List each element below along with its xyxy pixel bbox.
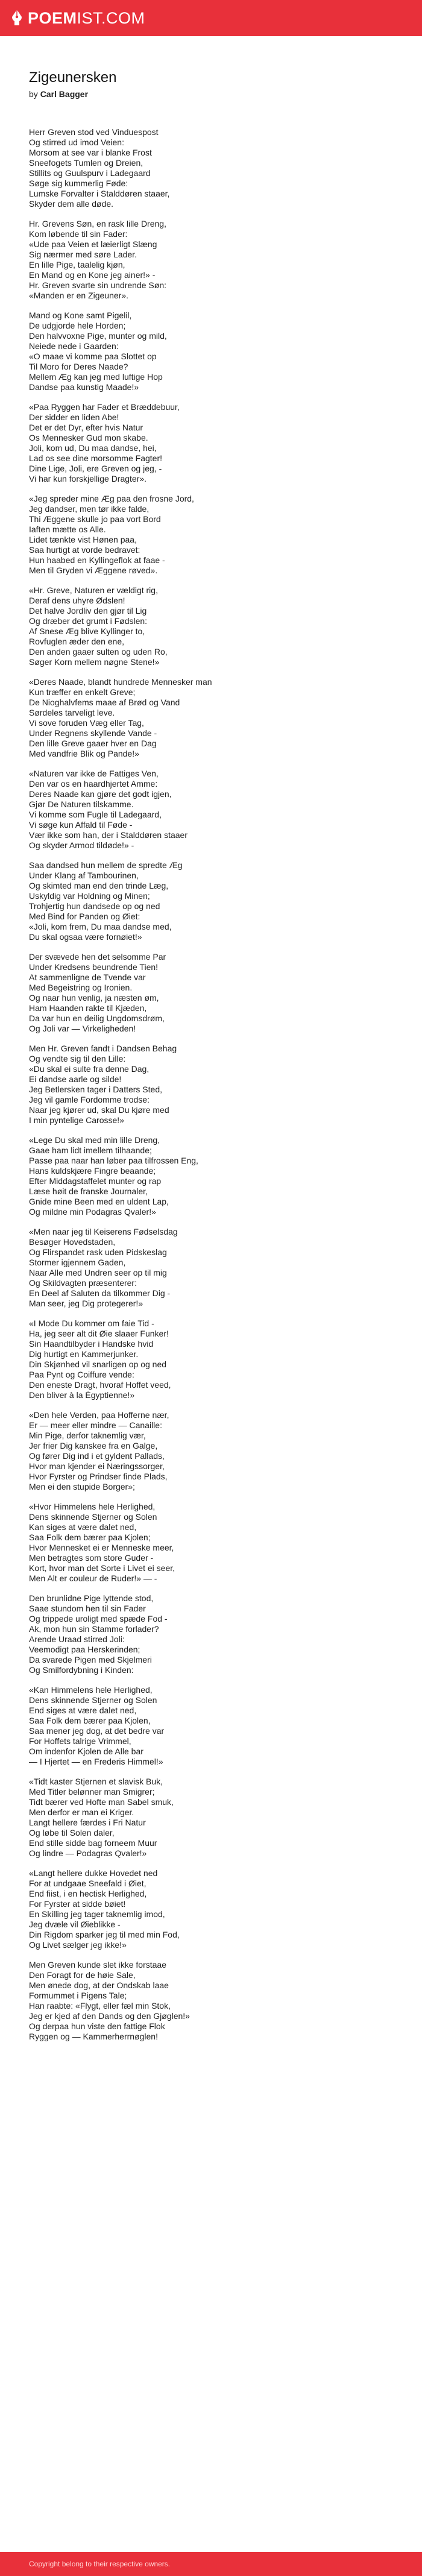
poem-line: Og Joli var — Virkeligheden! [29,1023,136,1033]
byline-prefix: by [29,89,38,99]
poem-stanza [29,127,393,209]
poem-line: Men ønede dog, at der Ondskab laae [29,1980,169,1990]
poem-line: Jeg Betlersken tager i Datters Sted, [29,1084,162,1094]
poem-line: Der svævede hen det selsomme Par [29,951,166,962]
poem-stanza [29,769,393,851]
poem-line: Din Rigdom sparker jeg til med min Fod, [29,1929,180,1939]
poem-line: En Skilling jeg tager taknemlig imod, [29,1909,165,1919]
poem-line: Rovfuglen æder den ene, [29,636,124,646]
poem-line: Og Livet sælger jeg ikke!» [29,1939,127,1950]
poem-line: Gnide mine Been med en uldent Lap, [29,1196,169,1206]
poem-line: Deres Naade kan gjøre det godt igjen, [29,789,172,799]
poem-line: Stormer igjennem Gaden, [29,1257,126,1267]
poem-line: «Deres Naade, blandt hundrede Mennesker man [29,676,212,687]
poem-line: Hr. Greven svarte sin undrende Søn: [29,280,166,290]
poem-line: Til Moro for Deres Naade? [29,361,128,371]
poem-stanza [29,952,393,1034]
poem-line: Jer frier Dig kanskee fra en Galge, [29,1440,158,1450]
site-footer [0,2552,422,2576]
poem-body [29,127,393,2042]
poem-line: Søger Korn mellem nøgne Stene!» [29,657,160,667]
poem-line: Da svarede Pigen med Skjelmeri [29,1654,152,1664]
poem-line: Min Pige, derfor taknemlig vær, [29,1430,146,1440]
poem-line: «Tidt kaster Stjernen et slavisk Buk, [29,1776,163,1786]
poem-line: En lille Pige, taalelig kjøn, [29,259,125,269]
poem-line: Men derfor er man ei Kriger. [29,1807,134,1817]
poem-line: Naar jeg kjører ud, skal Du kjøre med [29,1104,169,1115]
poem-line: Ha, jeg seer alt dit Øie slaaer Funker! [29,1328,169,1338]
poem-line: Men Hr. Greven fandt i Dandsen Behag [29,1043,177,1053]
poem-line: «Hr. Greve, Naturen er vældigt rig, [29,585,158,595]
poem-line: Men betragtes som store Guder - [29,1552,154,1563]
poem-line: Den brunlidne Pige lyttende stod, [29,1593,154,1603]
poem-stanza [29,219,393,301]
poem-line: Af Snese Æg blive Kyllinger to, [29,626,145,636]
poem-line: «Men naar jeg til Keiserens Fødselsdag [29,1226,178,1236]
poem-line: Hvor Fyrster og Prindser finde Plads, [29,1471,168,1481]
poem-line: For Hoffets talrige Vrimmel, [29,1736,131,1746]
poem-line: Ei dandse aarle og silde! [29,1074,122,1084]
poem-line: Passe paa naar han løber paa tilfrossen Eng, [29,1155,198,1165]
poem-line: Tidt bærer ved Hofte man Sabel smuk, [29,1797,174,1807]
poem-line: Sin Haandtilbyder i Handske hvid [29,1338,154,1349]
poem-line: Den bliver à la Égyptienne!» [29,1390,135,1400]
poem-line: Lumske Forvalter i Stalddøren staaer, [29,188,170,198]
poem-line: Hans kuldskjære Fingre beaande; [29,1165,156,1176]
poem-line: Og Skildvagten præsenterer: [29,1277,137,1288]
poem-line: Vi komme som Fugle til Ladegaard, [29,809,162,819]
poem-line: Sørdeles tarveligt leve. [29,707,115,717]
poem-stanza [29,310,393,392]
poem-line: Trohjertig hun dandsede op og ned [29,901,160,911]
poem-stanza [29,1593,393,1675]
poem-line: Jeg dvæle vil Øieblikke - [29,1919,121,1929]
poem-line: Saa dandsed hun mellem de spredte Æg [29,860,183,870]
poem-line: Læse høit de franske Journaler, [29,1186,148,1196]
poem-line: Det halve Jordliv den gjør til Lig [29,605,147,616]
poem-line: En Deel af Saluten da tilkommer Dig - [29,1288,171,1298]
poem-line: Skyder dem alle døde. [29,198,114,209]
poem-line: Med vandfrie Blik og Pande!» [29,748,139,758]
poem-line: Formummet i Pigens Tale; [29,1990,127,2000]
poem-line: Hvor Mennesket ei er Menneske meer, [29,1542,174,1552]
poem-line: Saa Folk dem bærer paa Kjolen, [29,1715,151,1725]
poem-line: Han raabte: «Flygt, eller fæl min Stok, [29,2000,171,2011]
poem-line: Med Bind for Panden og Øiet: [29,911,140,921]
poem-title: Zigeunersken [29,69,117,86]
poem-stanza [29,585,393,667]
poem-line: «Jeg spreder mine Æg paa den frosne Jord, [29,493,194,503]
poem-line: Ak, mon hun sin Stamme forlader? [29,1623,159,1634]
poem-line: Mellem Æg kan jeg med luftige Hop [29,371,163,382]
poem-line: Vi sove foruden Væg eller Tag, [29,717,144,728]
poem-line: Kom løbende til sin Fader: [29,228,128,239]
poem-line: Vær ikke som han, der i Stalddøren staaer [29,830,188,840]
site-logo-text [28,10,145,27]
poem-line: Veemodigt paa Herskerinden; [29,1644,140,1654]
poem-line: Morsom at see var i blanke Frost [29,147,152,157]
poem-line: Med Titler belønner man Smigrer; [29,1786,155,1797]
poem-stanza [29,677,393,759]
poem-line: «Ude paa Veien et læierligt Slæng [29,239,157,249]
poem-line: Kun træffer en enkelt Greve; [29,687,136,697]
poem-line: Kort, hvor man det Sorte i Livet ei seer, [29,1563,175,1573]
poem-line: End siges at være dalet ned, [29,1705,137,1715]
poem-line: Lad os see dine morsomme Fagter! [29,453,162,463]
poem-stanza [29,494,393,576]
poem-line: Arende Uraad stirred Joli: [29,1634,125,1644]
poem-line: «O maae vi komme paa Slottet op [29,351,157,361]
poem-line: Saa mener jeg dog, at det bedre var [29,1725,165,1736]
poem-line: «Langt hellere dukke Hovedet ned [29,1868,158,1878]
poem-line: Søge sig kummerlig Føde: [29,178,128,188]
poem-line: De Nioghalvfems maae af Brød og Vand [29,697,180,707]
poem-line: Deraf dens uhyre Ødslen! [29,595,125,605]
poem-stanza [29,1960,393,2042]
poem-stanza [29,860,393,942]
poem-stanza [29,1044,393,1126]
logo-thin-part: IST.COM [77,8,145,27]
poem-stanza [29,1502,393,1584]
poem-line: Langt hellere færdes i Fri Natur [29,1817,146,1827]
poem-line: Din Skjønhed vil snarligen op og ned [29,1359,167,1369]
poem-line: Og skyder Armod tildøde!» - [29,840,134,850]
poem-stanza [29,1777,393,1859]
poem-line: I min pyntelige Carosse!» [29,1115,124,1125]
poem-line: For at undgaae Sneefald i Øiet, [29,1878,146,1888]
poem-line: Den eneste Dragt, hvoraf Hoffet veed, [29,1379,171,1390]
poem-line: Lidet tænkte vist Hønen paa, [29,534,137,544]
poem-line: «Joli, kom frem, Du maa dandse med, [29,921,172,931]
poem-line: Under Klang af Tambourinen, [29,870,139,880]
poem-line: Og dræber det grumt i Fødslen: [29,616,148,626]
poem-byline [29,89,393,99]
poem-line: Under Kredsens beundrende Tien! [29,962,159,972]
poem-line: Den Foragt for de høie Sale, [29,1970,136,1980]
poem-line: Og derpaa hun viste den fattige Flok [29,2021,165,2031]
poem-line: At sammenligne de Tvende var [29,972,146,982]
poem-line: Dens skinnende Stjerner og Solen [29,1511,157,1522]
poem-line: Vi søge kun Affald til Føde - [29,819,133,830]
poem-line: Dandse paa kunstig Maade!» [29,382,139,392]
poem-line: Der sidder en liden Abe! [29,412,119,422]
poem-stanza [29,402,393,484]
poem-line: Paa Pynt og Coiffure vende: [29,1369,134,1379]
poem-stanza [29,1135,393,1217]
poem-line: Men Alt er couleur de Ruder!» — - [29,1573,157,1583]
poem-line: Jeg er kjed af den Dands og den Gjøglen!» [29,2011,190,2021]
poem-line: Den lille Greve gaaer hver en Dag [29,738,157,748]
poem-line: Kan siges at være dalet ned, [29,1522,137,1532]
poem-stanza [29,1227,393,1309]
poem-line: Og mildne min Podagras Qvaler!» [29,1206,156,1217]
poem-line: Gaae ham lidt imellem tilhaande; [29,1145,152,1155]
logo-bold-part: POEM [28,8,77,27]
poem-line: Og lindre — Podagras Qvaler!» [29,1848,147,1858]
poem-line: Man seer, jeg Dig protegerer!» [29,1298,143,1308]
poem-line: Og stirred ud imod Veien: [29,137,124,147]
poem-line: Stillits og Guulspurv i Ladegaard [29,168,151,178]
poem-line: Jeg vil gamle Fordomme trodse: [29,1094,150,1104]
copyright-text: Copyright belong to their respective owners. [29,2560,171,2568]
poem-line: Om indenfor Kjolen de Alle bar [29,1746,143,1756]
poem-line: Med Begeistring og Ironien. [29,982,133,992]
poem-line: Ryggen og — Kammerherrnøglen! [29,2031,158,2041]
poem-line: Vi har kun forskjellige Dragter». [29,473,147,483]
poem-line: Sig nærmer med søre Lader. [29,249,137,259]
poem-line: Og trippede uroligt med spæde Fod - [29,1613,168,1623]
poem-line: Er — meer eller mindre — Canaille: [29,1420,162,1430]
poem-line: — I Hjertet — en Frederis Himmel!» [29,1756,163,1766]
poem-line: Herr Greven stod ved Vinduespost [29,127,159,137]
poem-line: Men Greven kunde slet ikke forstaae [29,1959,167,1970]
poem-line: Os Mennesker Gud mon skabe. [29,432,148,442]
poem-line: Den halvvoxne Pige, munter og mild, [29,330,167,341]
poem-line: Dine Lige, Joli, ere Greven og jeg, - [29,463,162,473]
poem-page [0,36,422,2552]
poem-line: Thi Æggene skulle jo paa vort Bord [29,514,161,524]
poem-line: Den var os en haardhjertet Amme: [29,778,158,789]
poem-line: Under Regnens skyllende Vande - [29,728,157,738]
poem-line: Ham Haanden rakte til Kjæden, [29,1003,147,1013]
poem-line: Saae stundom hen til sin Fader [29,1603,146,1613]
poem-line: Gjør De Naturen tilskamme. [29,799,134,809]
poem-line: Da var hun en deilig Ungdomsdrøm, [29,1013,165,1023]
poem-line: «Paa Ryggen har Fader et Bræddebuur, [29,402,180,412]
poem-line: Men til Gryden vi Æggene røved». [29,565,158,575]
poem-line: Og fører Dig ind i et gyldent Pallads, [29,1450,165,1461]
poem-line: Den anden gaaer sulten og uden Ro, [29,646,168,657]
poem-line: Men ei den stupide Borger»; [29,1481,135,1491]
poem-line: En Mand og en Kone jeg ainer!» - [29,269,156,280]
poem-line: Og naar hun venlig, ja næsten øm, [29,992,159,1003]
site-logo[interactable] [11,9,145,27]
fountain-pen-icon [11,9,23,27]
poem-line: «Den hele Verden, paa Hofferne nær, [29,1409,169,1420]
poem-line: Jeg dandser, men tør ikke falde, [29,503,150,514]
poem-line: «Kan Himmelens hele Herlighed, [29,1684,153,1695]
poem-line: Efter Middagstaffelet munter og rap [29,1176,162,1186]
poem-line: End stille sidde bag forneem Muur [29,1838,157,1848]
poem-line: «I Mode Du kommer om faie Tid - [29,1318,154,1328]
poem-stanza [29,1318,393,1400]
poem-line: De udgjorde hele Horden; [29,320,126,330]
poem-line: Og Smilfordybning i Kinden: [29,1664,134,1675]
poem-line: Hvor man kjender ei Næringssorger, [29,1461,165,1471]
poem-line: «Naturen var ikke de Fattiges Ven, [29,768,159,778]
poem-line: Hun haabed en Kyllingeflok at faae - [29,555,165,565]
site-header [0,0,422,36]
poem-line: «Manden er en Zigeuner». [29,290,128,300]
poem-stanza [29,1685,393,1767]
poem-line: Neiede nede i Gaarden: [29,341,119,351]
poem-line: Og Flirspandet rask uden Pidskeslag [29,1247,167,1257]
poem-author-link[interactable]: Carl Bagger [40,89,89,99]
poem-line: Naar Alle med Undren seer op til mig [29,1267,167,1277]
poem-line: Det er det Dyr, efter hvis Natur [29,422,143,432]
poem-line: End fiist, i en hectisk Herlighed, [29,1888,147,1898]
poem-line: Sneefogets Tumlen og Dreien, [29,157,143,168]
poem-line: Joli, kom ud, Du maa dandse, hei, [29,442,157,453]
poem-line: Saa Folk dem bærer paa Kjolen; [29,1532,151,1542]
poem-line: Mand og Kone samt Pigelil, [29,310,132,320]
poem-line: Hr. Grevens Søn, en rask lille Dreng, [29,218,166,228]
poem-line: Saa hurtigt at vorde bedravet: [29,544,140,555]
poem-line: «Hvor Himmelens hele Herlighed, [29,1501,156,1511]
poem-line: «Du skal ei sulte fra denne Dag, [29,1063,150,1074]
poem-stanza [29,1410,393,1492]
poem-line: Dig hurtigt en Kammerjunker. [29,1349,139,1359]
poem-line: Dens skinnende Stjerner og Solen [29,1695,157,1705]
poem-stanza [29,1868,393,1950]
poem-line: Du skal ogsaa være fornøiet!» [29,931,142,942]
poem-line: For Fyrster at sidde bøiet! [29,1898,126,1909]
poem-line: Iaften mætte os Alle. [29,524,106,534]
poem-line: Og skimted man end den trinde Læg, [29,880,169,890]
poem-line: Besøger Hovedstaden, [29,1236,116,1247]
poem-line: Og løbe til Solen daler, [29,1827,115,1838]
poem-line: «Lege Du skal med min lille Dreng, [29,1135,160,1145]
poem-line: Uskyldig var Holdning og Minen; [29,890,150,901]
poem-line: Og vendte sig til den Lille: [29,1053,126,1063]
